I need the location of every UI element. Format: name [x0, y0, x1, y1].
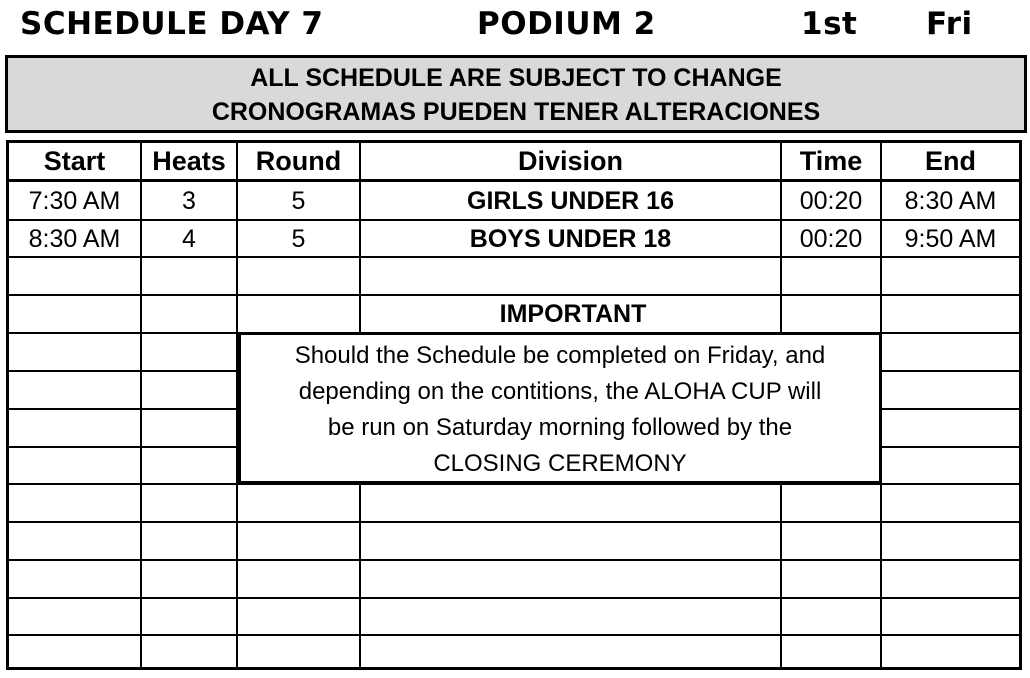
row-2-start: 8:30 AM — [28, 224, 121, 253]
row-1-division: GIRLS UNDER 16 — [467, 186, 674, 215]
important-line: be run on Saturday morning followed by the — [327, 414, 793, 441]
important-notice-box — [238, 332, 882, 484]
row-2-end: 9:50 AM — [904, 224, 997, 253]
column-header-heats: Heats — [152, 145, 226, 176]
row-divider — [9, 597, 1019, 599]
important-line: CLOSING CEREMONY — [433, 450, 687, 477]
row-2-heats: 4 — [182, 224, 196, 253]
row-2-time: 00:20 — [799, 224, 863, 253]
podium-label: PODIUM 2 — [477, 6, 656, 42]
row-1-round: 5 — [291, 186, 306, 215]
column-header-round: Round — [255, 145, 342, 176]
day-label: Fri — [926, 6, 973, 42]
column-header-start: Start — [43, 145, 106, 176]
row-2-division: BOYS UNDER 18 — [469, 224, 672, 253]
row-divider — [9, 521, 1019, 523]
row-divider — [9, 634, 1019, 636]
change-notice-banner — [5, 55, 1027, 133]
row-1-end: 8:30 AM — [904, 186, 997, 215]
row-divider — [9, 559, 1019, 561]
schedule-title: SCHEDULE DAY 7 — [20, 6, 324, 42]
important-line: Should the Schedule be completed on Friday, and — [294, 342, 826, 369]
notice-line-english: ALL SCHEDULE ARE SUBJECT TO CHANGE — [250, 64, 782, 92]
column-header-time: Time — [799, 145, 863, 176]
row-2-round: 5 — [291, 224, 306, 253]
schedule-table — [6, 140, 1022, 670]
column-header-end: End — [925, 145, 976, 176]
notice-line-spanish: CRONOGRAMAS PUEDEN TENER ALTERACIONES — [211, 98, 821, 126]
row-1-heats: 3 — [182, 186, 196, 215]
important-heading: IMPORTANT — [499, 299, 647, 328]
page-header — [0, 0, 1030, 52]
row-1-time: 00:20 — [799, 186, 863, 215]
row-1-start: 7:30 AM — [28, 186, 121, 215]
important-line: depending on the contitions, the ALOHA CUP will — [298, 378, 822, 405]
column-header-division: Division — [517, 145, 624, 176]
place-label: 1st — [801, 6, 858, 42]
